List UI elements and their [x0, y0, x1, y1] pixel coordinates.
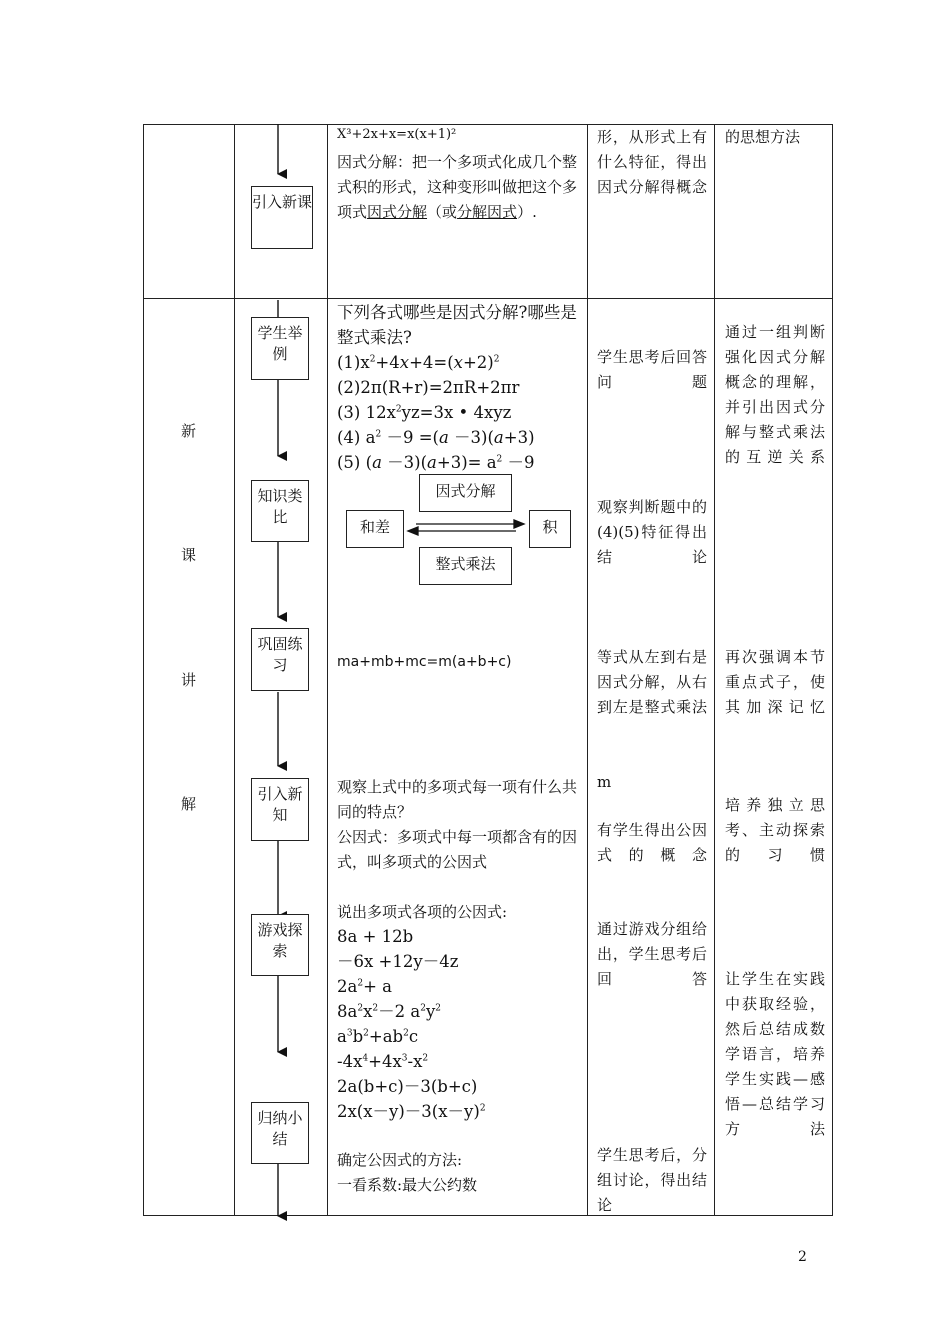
game-item: 8a + 12b: [337, 927, 414, 946]
row1-definition: [337, 150, 579, 225]
question-item: (4) $a^2 -9 =(a -3)(a+3)$: [337, 428, 535, 447]
table-col-border: [143, 124, 144, 1216]
question-item: (2)2π(R+r)=2πR+2πr: [337, 378, 520, 397]
diagram-product-box: 积: [529, 510, 571, 548]
student-activity-6: 学生思考后，分组讨论，得出结论: [597, 1146, 707, 1214]
row1-design-intent: 的思想方法: [725, 128, 801, 146]
table-col-border: [587, 124, 588, 1216]
diagram-multiplication-box: 整式乘法: [419, 547, 512, 585]
flow-box-game-exploration: 游戏探索: [251, 914, 309, 976]
summary-title: 确定公因式的方法:: [337, 1151, 463, 1169]
student-activity-3: 等式从左到右是因式分解，从右到左是整式乘法: [597, 648, 707, 716]
flow-box-intro-lesson: 引入新课: [251, 186, 313, 249]
new-knowledge-question: 观察上式中的多项式每一项有什么共同的特点？: [337, 778, 578, 821]
row1-student-activity: 形，从形式上有什么特征，得出因式分解得概念: [597, 128, 707, 196]
def-mid: （或: [427, 203, 458, 221]
def-post: ）.: [517, 203, 537, 221]
game-item: $-4x^4+4x^3-x^2$: [337, 1052, 429, 1071]
flow-box-new-knowledge: 引入新知: [251, 778, 309, 841]
design-intent-1: 通过一组判断强化因式分解概念的理解，并引出因式分解与整式乘法的互逆关系: [725, 323, 825, 466]
question-title: 下列各式哪些是因式分解?哪些是整式乘法?: [337, 303, 577, 347]
table-col-border: [327, 124, 328, 1216]
flow-box-consolidation: 巩固练习: [251, 628, 309, 691]
page-number: 2: [798, 1249, 807, 1265]
student-activity-4a: m: [597, 773, 612, 791]
section-label-char: 解: [181, 795, 197, 813]
game-item: －6x +12y－4z: [337, 952, 459, 971]
question-item: (5) $(a -3)(a+3)= a^2 -9$: [337, 453, 535, 472]
summary-line: 一看系数:最大公约数: [337, 1176, 478, 1194]
flow-box-knowledge-analogy: 知识类比: [251, 480, 309, 542]
design-intent-2: 再次强调本节重点式子，使其加深记忆: [725, 648, 825, 716]
game-item: 2a(b+c)－3(b+c): [337, 1077, 478, 1096]
diagram-factorization-box: 因式分解: [419, 474, 512, 512]
question-item: $(1)x^2+4x+4=(x+2)^2$: [337, 353, 500, 372]
game-item: $a^3b^2+ab^2c$: [337, 1027, 419, 1046]
diagram-sum-box: 和差: [346, 510, 404, 548]
def-term-decompose: 分解因式: [457, 203, 518, 221]
student-activity-1: 学生思考后回答问题: [597, 348, 707, 391]
design-intent-3: 培养独立思考、主动探索的习惯: [725, 796, 825, 864]
row1-formula: X³+2x+x=x(x+1)²: [337, 127, 457, 142]
game-item: $2x(x-y)-3(x-y)^2$: [337, 1102, 486, 1121]
game-item: $8a^2x^2-2$ $a^2y^2$: [337, 1002, 442, 1021]
section-label-char: 课: [181, 546, 197, 564]
flow-box-summary: 归纳小结: [251, 1102, 309, 1164]
section-label-char: 新: [181, 422, 197, 440]
game-item: $2a^2+ a$: [337, 977, 392, 996]
question-item: (3) $12x^2yz=3x$ • 4xyz: [337, 403, 512, 422]
design-intent-4: 让学生在实践中获取经验，然后总结成数学语言，培养学生实践—感悟—总结学习方法: [725, 970, 825, 1138]
student-activity-2: 观察判断题中的(4)(5)特征得出结论: [597, 498, 707, 566]
diagram-double-arrow: [404, 518, 529, 538]
practice-formula: ma+mb+mc=m(a+b+c): [337, 654, 512, 670]
game-prompt: 说出多项式各项的公因式:: [337, 903, 508, 921]
student-activity-4b: 有学生得出公因式的概念: [597, 821, 707, 864]
student-activity-5: 通过游戏分组给出，学生思考后回答: [597, 920, 707, 988]
def-term-factorization: 因式分解: [367, 203, 428, 221]
section-label-char: 讲: [181, 671, 197, 689]
def-pre: 因式分解：把一个多项式化成几个整式积的形式，这种变形叫做把这个多项式: [337, 153, 578, 221]
new-knowledge-definition: 公因式：多项式中每一项都含有的因式，叫多项式的公因式: [337, 828, 578, 871]
table-col-border: [832, 124, 833, 1216]
table-col-border: [714, 124, 715, 1216]
flow-box-student-examples: 学生举例: [251, 317, 309, 380]
